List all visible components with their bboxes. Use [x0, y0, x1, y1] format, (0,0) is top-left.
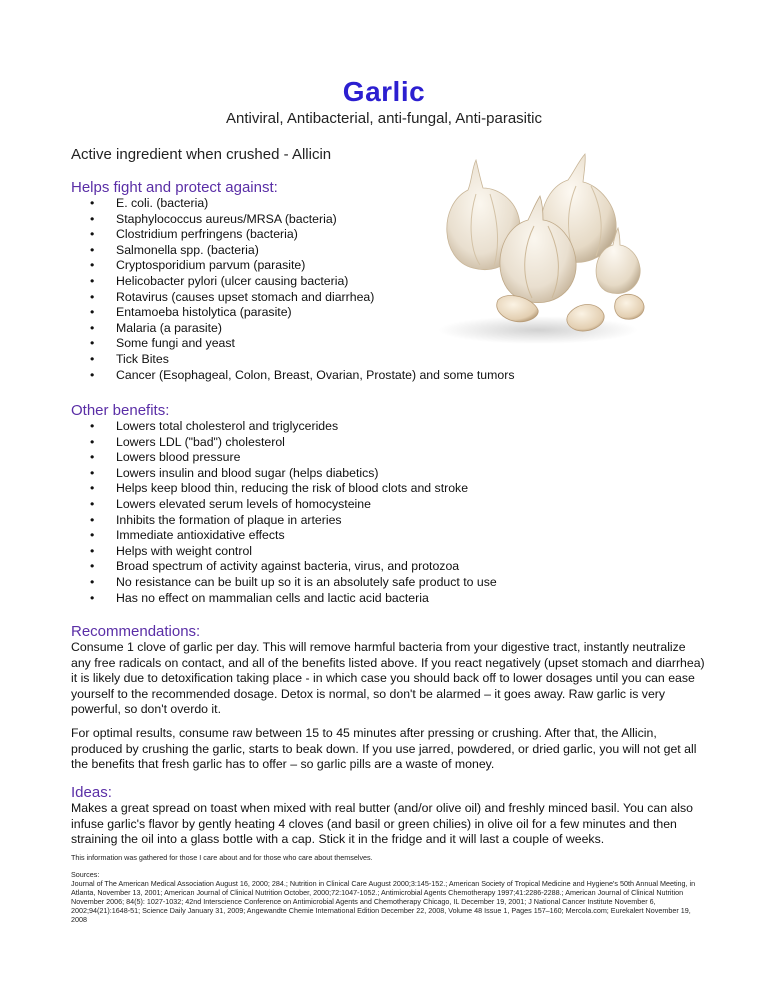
- active-ingredient: Active ingredient when crushed - Allicin: [71, 146, 332, 163]
- sources-text: Journal of The American Medical Association August 16, 2000; 284.; Nutrition in Clinical Care August 2000;3:145-152.; American Society of Tropical Medicine and Hygiene's 50th Annual Meeting, in Atlanta, November 13, 2001; American Journal of Clinical Nutrition October, 2000;72:1047-1052.; Antimicrobial Agents Chemotherapy 1997;41:2286-2288.; American Journal of Clinical Nutrition November 2006; 84(5): 1027-1032; 42nd Interscience Conference on Antimicrobial Agents and Chemotherapy Chicago, IL December 19, 2001; J National Cancer Institute November 6, 2002;94(21):1648-51; Science Daily January 31, 2009; Angewandte Chemie International Edition December 22, 2008, Volume 48 Issue 1, Pages 157–160; Mercola.com; Eurekalert November 19, 2008: [71, 879, 696, 924]
- section-heading-fights: Helps fight and protect against:: [71, 179, 278, 196]
- ideas-paragraph: Makes a great spread on toast when mixed with real butter (and/or olive oil) and freshly minced basil. You can also infuse garlic's flavor by gently heating 4 cloves (and basil or green chilies) in olive oil for a few minutes and then straining the oil into a glass bottle with a cap. Stick it in the fridge and it will last a couple of weeks.: [71, 801, 694, 847]
- section-heading-benefits: Other benefits:: [71, 402, 170, 419]
- recommendations-paragraph-1: Consume 1 clove of garlic per day. This will remove harmful bacteria from your digestive tract, instantly neutralize any free radicals on contact, and all of the benefits listed above. If you react negatively (upset stomach and diarrhea) it is likely due to detoxification taking place - in which case you should back off to lower dosages until you can ease yourself to the recommended dosage. Detox is normal, so don't be alarmed – it goes away. Raw garlic is very powerful, so don't overdo it.: [71, 640, 705, 717]
- list-item: • Helicobacter pylori (ulcer causing bacteria): [88, 274, 514, 290]
- list-item: • Some fungi and yeast: [88, 336, 514, 352]
- list-item: • Tick Bites: [88, 352, 514, 368]
- list-item: • Lowers elevated serum levels of homocysteine: [88, 497, 497, 513]
- section-heading-ideas: Ideas:: [71, 784, 112, 801]
- list-item: • Malaria (a parasite): [88, 321, 514, 337]
- list-item: • Immediate antioxidative effects: [88, 528, 497, 544]
- list-item: • Cryptosporidium parvum (parasite): [88, 258, 514, 274]
- list-item: • Cancer (Esophageal, Colon, Breast, Ovarian, Prostate) and some tumors: [88, 368, 514, 384]
- list-item: • Lowers blood pressure: [88, 450, 497, 466]
- benefits-list: [88, 419, 497, 606]
- list-item: • Lowers total cholesterol and triglycerides: [88, 419, 497, 435]
- list-item: • Broad spectrum of activity against bacteria, virus, and protozoa: [88, 559, 497, 575]
- recommendations-paragraph-2: For optimal results, consume raw between 15 to 45 minutes after pressing or crushing. After that, the Allicin, produced by crushing the garlic, starts to beak down. If you use jarred, powdered, or dried garlic, you will not get all the benefits that fresh garlic has to offer – so garlic pills are a waste of money.: [71, 726, 697, 772]
- list-item: • Clostridium perfringens (bacteria): [88, 227, 514, 243]
- list-item: • Lowers insulin and blood sugar (helps diabetics): [88, 466, 497, 482]
- list-item: • Entamoeba histolytica (parasite): [88, 305, 514, 321]
- list-item: • Salmonella spp. (bacteria): [88, 243, 514, 259]
- fights-list: [88, 196, 514, 383]
- list-item: • Helps keep blood thin, reducing the risk of blood clots and stroke: [88, 481, 497, 497]
- list-item: • Rotavirus (causes upset stomach and diarrhea): [88, 290, 514, 306]
- list-item: • Lowers LDL ("bad") cholesterol: [88, 435, 497, 451]
- list-item: • E. coli. (bacteria): [88, 196, 514, 212]
- page-title: Garlic: [342, 76, 426, 107]
- section-heading-recommendations: Recommendations:: [71, 623, 201, 640]
- disclaimer-text: This information was gathered for those I care about and for those who care about themselves.: [71, 853, 373, 862]
- list-item: • Staphylococcus aureus/MRSA (bacteria): [88, 212, 514, 228]
- list-item: • Inhibits the formation of plaque in arteries: [88, 513, 497, 529]
- sources-label: Sources:: [71, 870, 100, 879]
- list-item: • Has no effect on mammalian cells and lactic acid bacteria: [88, 591, 497, 607]
- page-subtitle: Antiviral, Antibacterial, anti-fungal, Anti-parasitic: [226, 110, 542, 127]
- list-item: • No resistance can be built up so it is an absolutely safe product to use: [88, 575, 497, 591]
- list-item: • Helps with weight control: [88, 544, 497, 560]
